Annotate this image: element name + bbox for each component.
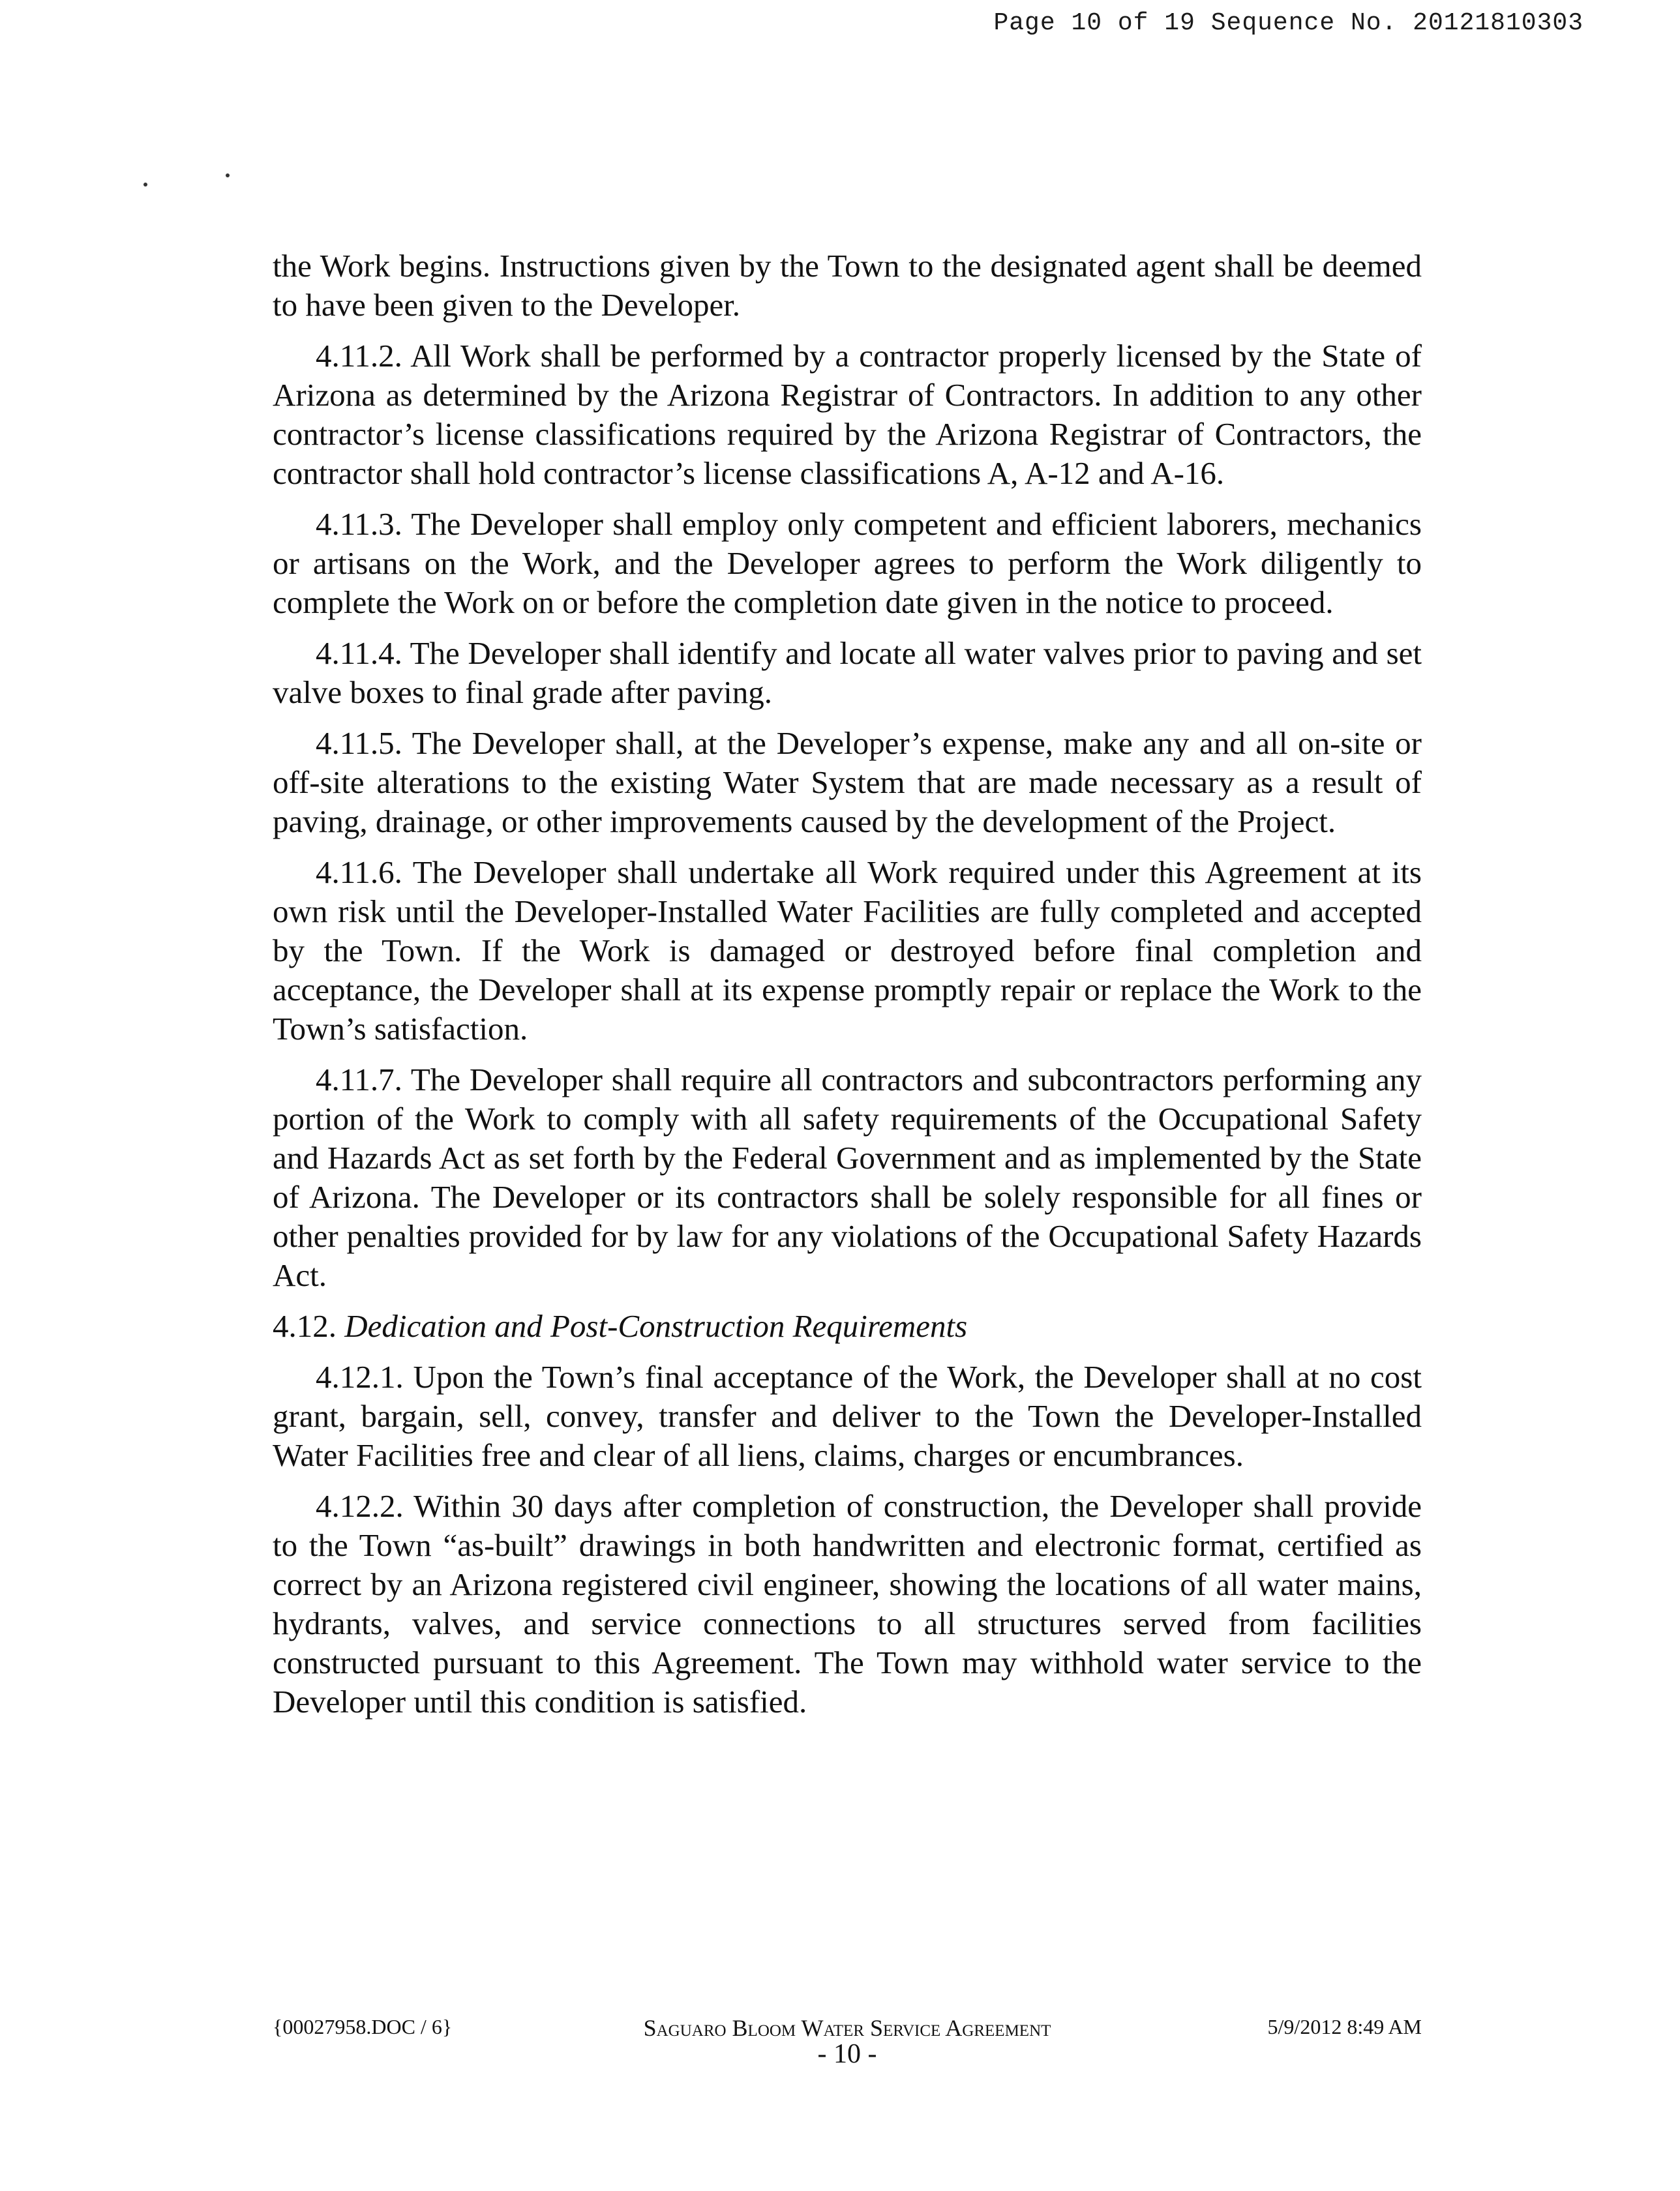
page-header: Page 10 of 19 Sequence No. 20121810303	[993, 9, 1583, 37]
footer-agreement-title: Saguaro Bloom Water Service Agreement	[643, 2015, 1051, 2041]
scan-speck	[143, 183, 147, 186]
paragraph-4-11-5: 4.11.5. The Developer shall, at the Developer’s expense, make any and all on-site or off-site alterations to the existing Water System that are made necessary as a result of paving, drainage, or other improvements caused by the development of the Project.	[273, 725, 1422, 839]
footer-doc-id: {00027958.DOC / 6}	[273, 2015, 453, 2038]
section-heading	[273, 1307, 1422, 1346]
paragraph-4-11-7: 4.11.7. The Developer shall require all contractors and subcontractors performing any portion of the Work to comply with all safety requirements of the Occupational Safety and Hazards Act as set forth by the Federal Government and as implemented by the State of Arizona. The Developer or its contractors shall be solely responsible for all fines or other penalties provided for by law for any violations of the Occupational Safety Hazards Act.	[273, 1062, 1422, 1293]
paragraph-4-12-2: 4.12.2. Within 30 days after completion of construction, the Developer shall provide to the Town “as-built” drawings in both handwritten and electronic format, certified as correct by an Arizona registered civil engineer, showing the locations of all water mains, hydrants, valves, and service connections to all structures served from facilities constructed pursuant to this Agreement. The Town may withhold water service to the Developer until this condition is satisfied.	[273, 1488, 1422, 1720]
section-title: Dedication and Post-Construction Requirements	[344, 1308, 968, 1344]
scan-specks	[142, 171, 233, 190]
paragraph-4-11-2: 4.11.2. All Work shall be performed by a contractor properly licensed by the State of Arizona as determined by the Arizona Registrar of Contractors. In addition to any other contractor’s license classifications required by the Arizona Registrar of Contractors, the contractor shall hold contractor’s license classifications A, A-12 and A-16.	[273, 338, 1422, 491]
footer-page-number: - 10 -	[817, 2039, 877, 2069]
paragraph-continuation: the Work begins. Instructions given by the Town to the designated agent shall be deemed to have been given to the Developer.	[273, 248, 1422, 323]
paragraph-4-11-6: 4.11.6. The Developer shall undertake all Work required under this Agreement at its own risk until the Developer-Installed Water Facilities are fully completed and accepted by the Town. If the Work is damaged or destroyed before final completion and acceptance, the Developer shall at its expense promptly repair or replace the Work to the Town’s satisfaction.	[273, 854, 1422, 1047]
paragraph-4-12-1: 4.12.1. Upon the Town’s final acceptance of the Work, the Developer shall at no cost grant, bargain, sell, convey, transfer and deliver to the Town the Developer-Installed Water Facilities free and clear of all liens, claims, charges or encumbrances.	[273, 1359, 1422, 1473]
footer-timestamp: 5/9/2012 8:49 AM	[1267, 2015, 1422, 2038]
section-number: 4.12.	[273, 1308, 337, 1344]
scan-speck	[226, 173, 230, 177]
paragraph-4-11-4: 4.11.4. The Developer shall identify and locate all water valves prior to paving and set valve boxes to final grade after paving.	[273, 635, 1422, 710]
document-body	[273, 246, 1422, 1733]
paragraph-4-11-3: 4.11.3. The Developer shall employ only competent and efficient laborers, mechanics or artisans on the Work, and the Developer agrees to perform the Work diligently to complete the Work on or before the completion date given in the notice to proceed.	[273, 506, 1422, 620]
